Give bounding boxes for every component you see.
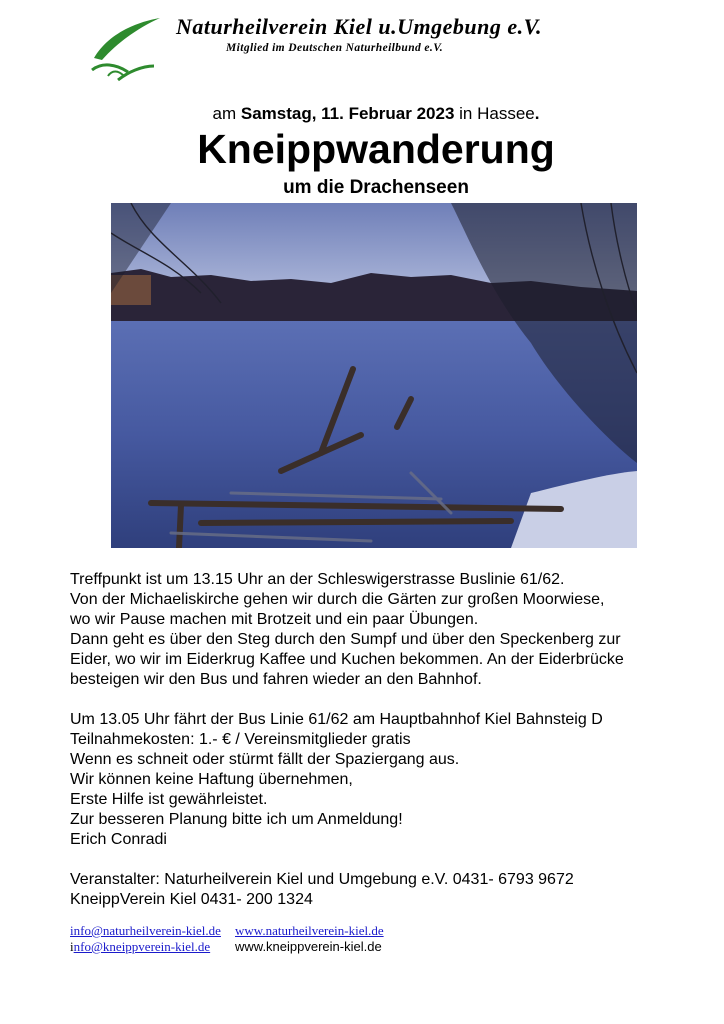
event-description (70, 570, 690, 910)
event-date: Samstag, 11. Februar 2023 (240, 104, 455, 123)
organizer-line: Veranstalter: Naturheilverein Kiel und Umgebung e.V. 0431- 6793 9672 (70, 871, 574, 888)
body-line: Wir können keine Haftung übernehmen, (70, 771, 353, 788)
body-line: Von der Michaeliskirche gehen wir durch die Gärten zur großen Moorwiese, (70, 591, 605, 608)
body-line: Erste Hilfe ist gewährleistet. (70, 791, 268, 808)
body-line: wo wir Pause machen mit Brotzeit und ein paar Übungen. (70, 611, 479, 628)
body-line: Wenn es schneit oder stürmt fällt der Spaziergang aus. (70, 751, 460, 768)
body-line: besteigen wir den Bus und fahren wieder an den Bahnhof. (70, 671, 482, 688)
web-link-naturheilverein[interactable]: www.naturheilverein-kiel.de (235, 923, 384, 938)
date-period: . (534, 104, 540, 123)
leaf-swoosh-icon (88, 14, 164, 84)
signature-name: Erich Conradi (70, 831, 167, 848)
org-subtitle: Mitglied im Deutschen Naturheilbund e.V. (226, 42, 444, 54)
body-line: Teilnahmekosten: 1.- € / Vereinsmitglieder gratis (70, 731, 411, 748)
event-date-line (0, 104, 724, 124)
date-location: in Hassee (459, 104, 535, 123)
organizer-line: KneippVerein Kiel 0431- 200 1324 (70, 891, 313, 908)
body-line: Zur besseren Planung bitte ich um Anmeldung! (70, 811, 403, 828)
org-name: Naturheilverein Kiel u.Umgebung e.V. (176, 14, 542, 39)
body-line: Dann geht es über den Steg durch den Sumpf und über den Speckenberg zur (70, 631, 621, 648)
email-prefix-char: i (70, 939, 74, 954)
email-link-naturheilverein[interactable]: info@naturheilverein-kiel.de (70, 923, 221, 938)
body-line: Treffpunkt ist um 13.15 Uhr an der Schleswigerstrasse Buslinie 61/62. (70, 571, 565, 588)
date-prefix: am (212, 104, 237, 123)
email-link-kneippverein[interactable]: nfo@kneippverein-kiel.de (73, 939, 211, 954)
body-line: Um 13.05 Uhr fährt der Bus Linie 61/62 am Hauptbahnhof Kiel Bahnsteig D (70, 711, 603, 728)
event-title: Kneippwanderung (197, 126, 555, 172)
event-subtitle: um die Drachenseen (283, 177, 469, 198)
frozen-lake-photo (111, 203, 637, 548)
contact-links (70, 923, 670, 955)
web-text-kneippverein: www.kneippverein-kiel.de (235, 939, 382, 954)
body-line: Eider, wo wir im Eiderkrug Kaffee und Kuchen bekommen. An der Eiderbrücke (70, 651, 624, 668)
